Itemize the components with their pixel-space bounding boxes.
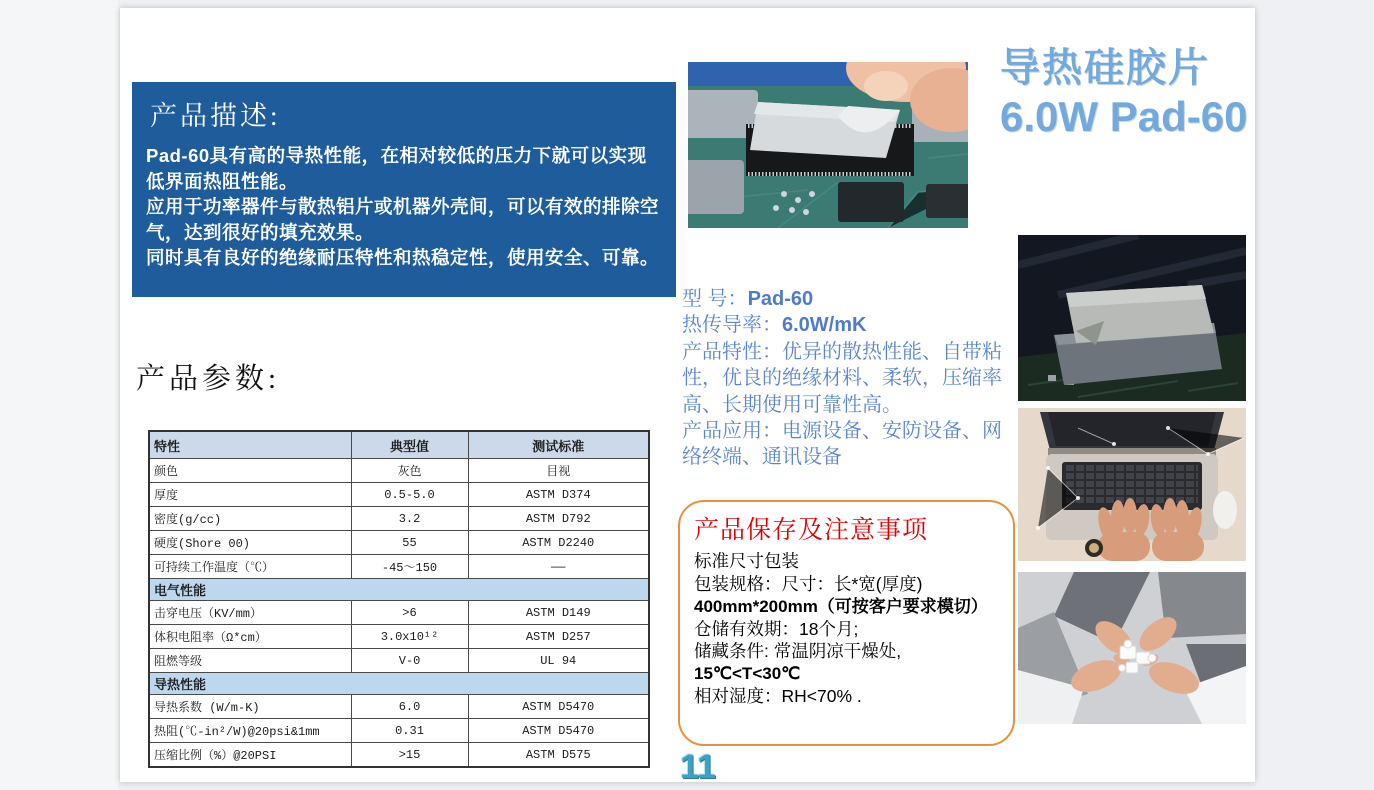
table-cell: 6.0 — [351, 695, 468, 719]
storage-line: 400mm*200mm（可按客户要求模切） — [694, 596, 988, 616]
pcb-thermal-pad-photo — [688, 62, 968, 228]
spec-label: 热传导率： — [682, 314, 782, 337]
column-header: 特性 — [149, 431, 351, 459]
storage-line: 相对湿度：RH<70% . — [694, 686, 862, 707]
section-label: 电气性能 — [149, 579, 649, 601]
table-section-row — [149, 579, 649, 601]
table-cell: 3.2 — [351, 507, 468, 531]
laptop-typing-photo — [1018, 408, 1246, 561]
table-cell: ASTM D5470 — [468, 719, 649, 743]
table-cell: 颜色 — [149, 459, 351, 483]
table-cell: 厚度 — [149, 483, 351, 507]
table-cell: ASTM D2240 — [468, 531, 649, 555]
table-cell: 热阻(℃-in²/W)@20psi&1mm — [149, 719, 351, 743]
table-cell: 0.5-5.0 — [351, 483, 468, 507]
table-cell: 阻燃等级 — [149, 649, 351, 673]
table-cell: 密度(g/cc) — [149, 507, 351, 531]
table-cell: 击穿电压（KV/mm） — [149, 601, 351, 625]
table-row — [149, 483, 649, 507]
spec-value: Pad-60 — [747, 288, 814, 310]
teamwork-puzzle-illustration — [1018, 572, 1246, 724]
product-title — [1000, 44, 1252, 142]
table-cell: ASTM D5470 — [468, 695, 649, 719]
table-row — [149, 719, 649, 743]
table-row — [149, 601, 649, 625]
spec-label: 产品应用： — [682, 419, 782, 442]
teamwork-puzzle-photo — [1018, 572, 1246, 724]
parameters-table — [148, 430, 650, 768]
storage-line: 标准尺寸包装 — [694, 551, 799, 571]
table-cell: >15 — [351, 743, 468, 768]
table-cell: V-0 — [351, 649, 468, 673]
laptop-typing-illustration — [1018, 408, 1246, 561]
storage-note-heading: 产品保存及注意事项 — [694, 517, 929, 544]
section-label: 导热性能 — [149, 673, 649, 695]
table-row — [149, 743, 649, 768]
table-cell: ASTM D257 — [468, 625, 649, 649]
table-cell: >6 — [351, 601, 468, 625]
column-header: 典型值 — [351, 431, 468, 459]
table-row — [149, 459, 649, 483]
table-cell: —— — [468, 555, 649, 579]
spec-label: 产品特性： — [682, 340, 782, 363]
table-section-row — [149, 673, 649, 695]
table-header-row — [149, 431, 649, 459]
cpu-thermal-pad-illustration — [1018, 235, 1246, 401]
spec-value: 电源设备、安防设备、网络终端、通讯设备 — [682, 419, 1002, 469]
table-cell: ASTM D575 — [468, 743, 649, 768]
storage-note-card — [678, 500, 1015, 746]
table-row — [149, 507, 649, 531]
pcb-thermal-pad-illustration — [688, 62, 968, 228]
table-row — [149, 555, 649, 579]
spec-value: 优异的散热性能、自带粘性，优良的绝缘材料、柔软，压缩率高、长期使用可靠性高。 — [682, 340, 1002, 416]
storage-line: 仓储有效期：18个月; — [694, 618, 859, 639]
storage-line: 15℃<T<30℃ — [694, 664, 801, 684]
description-line: 应用于功率器件与散热铝片或机器外壳间，可以有效的排除空气，达到很好的填充效果。 — [146, 196, 660, 243]
parameters-heading: 产品参数: — [136, 363, 281, 395]
spec-item-conductivity — [682, 312, 1016, 338]
storage-line: 储藏条件: 常温阴凉干燥处, — [694, 641, 902, 662]
table-cell: ASTM D149 — [468, 601, 649, 625]
table-cell: 灰色 — [351, 459, 468, 483]
product-title-line1: 导热硅胶片 — [1000, 46, 1210, 90]
spec-list — [682, 286, 1016, 471]
product-description-card — [132, 82, 676, 297]
page-number: 11 — [680, 748, 716, 786]
table-cell: 压缩比例（%）@20PSI — [149, 743, 351, 768]
spec-label: 型 号： — [682, 288, 748, 310]
column-header: 测试标准 — [468, 431, 649, 459]
description-line: 同时具有良好的绝缘耐压特性和热稳定性，使用安全、可靠。 — [146, 247, 660, 269]
datasheet-page — [120, 8, 1255, 786]
table-row — [149, 531, 649, 555]
description-text — [146, 143, 662, 271]
description-line: Pad-60具有高的导热性能，在相对较低的压力下就可以实现低界面热阻性能。 — [146, 145, 647, 192]
table-cell: 导热系数 (W/m-K) — [149, 695, 351, 719]
table-row — [149, 649, 649, 673]
table-cell: UL 94 — [468, 649, 649, 673]
product-title-line2: 6.0W Pad-60 — [1000, 93, 1248, 140]
table-cell: 体积电阻率（Ω*cm） — [149, 625, 351, 649]
cpu-thermal-pad-photo — [1018, 235, 1246, 401]
table-cell: 3.0x10¹² — [351, 625, 468, 649]
table-cell: 55 — [351, 531, 468, 555]
storage-note-text — [694, 550, 1001, 708]
spec-item-features — [682, 339, 1016, 418]
table-cell: ASTM D792 — [468, 507, 649, 531]
table-cell: 目视 — [468, 459, 649, 483]
table-row — [149, 695, 649, 719]
spec-item-model — [682, 286, 1016, 312]
table-cell: 0.31 — [351, 719, 468, 743]
table-cell: ASTM D374 — [468, 483, 649, 507]
table-cell: 硬度(Shore 00) — [149, 531, 351, 555]
description-heading: 产品描述: — [150, 101, 281, 131]
storage-line: 包装规格：尺寸：长*宽(厚度) — [694, 573, 923, 594]
table-row — [149, 625, 649, 649]
table-cell: -45～150 — [351, 555, 468, 579]
table-cell: 可持续工作温度（℃） — [149, 555, 351, 579]
spec-value: 6.0W/mK — [782, 314, 867, 337]
spec-item-applications — [682, 418, 1016, 471]
